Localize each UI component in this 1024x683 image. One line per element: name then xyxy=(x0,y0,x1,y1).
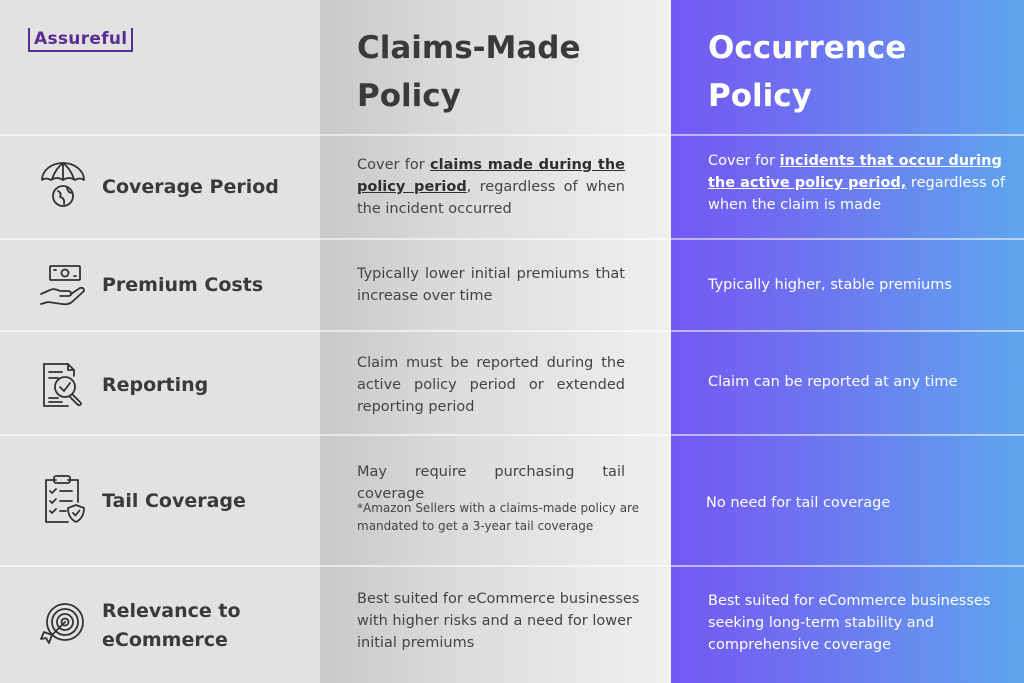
occurrence-premium-costs: Typically higher, stable premiums xyxy=(708,277,952,293)
occurrence-header-line2: Policy xyxy=(708,78,812,114)
report-magnifier-icon xyxy=(38,360,88,410)
row-label-relevance-line1: Relevance to xyxy=(102,600,241,622)
row-divider xyxy=(0,238,1024,240)
cell-highlight: incidents that occur during the active policy period, xyxy=(708,153,1002,191)
hand-money-icon xyxy=(38,260,88,310)
row-divider xyxy=(0,134,1024,136)
claims-made-header-line2: Policy xyxy=(357,78,461,114)
checklist-shield-icon xyxy=(38,474,88,524)
claims-made-reporting: Claim must be reported during the active policy period or extended reporting period xyxy=(357,355,625,415)
row-label-reporting: Reporting xyxy=(102,374,209,396)
row-divider xyxy=(0,434,1024,436)
assureful-logo xyxy=(28,28,133,52)
cell-text: regardless of when the claim is made xyxy=(708,175,1006,213)
claims-made-tail-coverage: May require purchasing tail coverage xyxy=(357,464,625,502)
umbrella-globe-icon xyxy=(38,160,88,210)
claims-made-premium-costs: Typically lower initial premiums that increase over time xyxy=(357,266,625,304)
target-cursor-icon xyxy=(38,598,88,648)
occurrence-header xyxy=(708,24,906,120)
label-column xyxy=(0,0,320,683)
occurrence-header-line1: Occurrence xyxy=(708,30,907,66)
row-divider xyxy=(0,330,1024,332)
claims-made-header-line1: Claims-Made xyxy=(357,30,581,66)
cell-text: Cover for xyxy=(357,157,430,173)
claims-made-header xyxy=(357,24,581,120)
claims-made-tail-note: *Amazon Sellers with a claims-made policy are mandated to get a 3-year tail coverage xyxy=(357,501,640,533)
cell-text: , regardless of when the incident occurred xyxy=(357,179,625,217)
cell-highlight: claims made during the policy period xyxy=(357,157,625,195)
row-label-coverage-period: Coverage Period xyxy=(102,176,279,198)
occurrence-reporting: Claim can be reported at any time xyxy=(708,374,958,390)
occurrence-relevance: Best suited for eCommerce businesses seeking long-term stability and comprehensive coverage xyxy=(708,593,991,653)
occurrence-tail-coverage: No need for tail coverage xyxy=(706,495,891,511)
claims-made-relevance: Best suited for eCommerce businesses with higher risks and a need for lower initial premiums xyxy=(357,591,640,651)
claims-made-coverage-period xyxy=(357,154,625,220)
row-divider xyxy=(0,565,1024,567)
row-label-relevance-line2: eCommerce xyxy=(102,629,228,651)
row-label-relevance xyxy=(102,597,241,655)
row-label-premium-costs: Premium Costs xyxy=(102,274,264,296)
row-label-tail-coverage: Tail Coverage xyxy=(102,490,246,512)
occurrence-coverage-period xyxy=(708,150,1008,216)
logo-text: Assureful xyxy=(34,29,128,49)
cell-text: Cover for xyxy=(708,153,780,169)
